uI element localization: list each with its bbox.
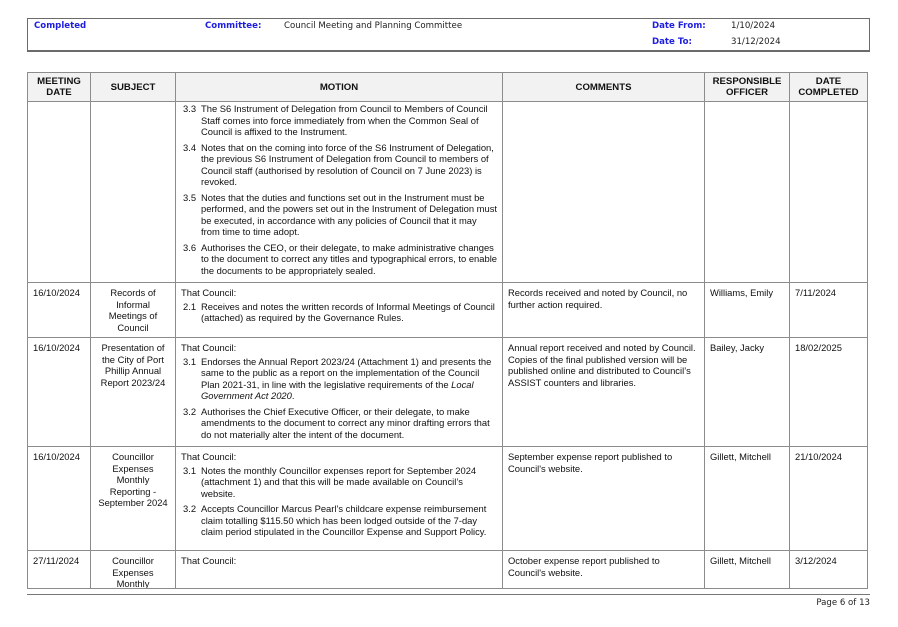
- motion-item: 3.2 Accepts Councillor Marcus Pearl’s childcare expense reimbursement claim totalling $115.50 which has been lodged outside of the 7-day claim period stipulated in the Councillor Expense and Support Policy.: [183, 503, 487, 537]
- motion-intro: That Council:: [181, 555, 237, 566]
- comments-cell: September expense report published to Council's website.: [503, 447, 705, 551]
- motion-item: 3.1 Notes the monthly Councillor expenses report for September 2024 (attachment 1) and that this will be made available on Council’s website.: [183, 464, 477, 499]
- motion-cell: [176, 102, 503, 283]
- col-header-meeting-date: MEETING DATE: [28, 73, 91, 102]
- comments-cell: Annual report received and noted by Council. Copies of the final published version will be published online and distributed to Council’s ASSIST counters and libraries.: [503, 338, 705, 447]
- motion-item: 2.1 Receives and notes the written records of Informal Meetings of Council (attached) as required by the Governance Rules.: [183, 300, 495, 323]
- page-number: Page 6 of 13: [816, 598, 870, 608]
- date-completed-cell: 7/11/2024: [790, 283, 868, 338]
- council-resolutions-table: [27, 72, 868, 589]
- subject-cell: Records of Informal Meetings of Council: [91, 283, 176, 338]
- table-row: [28, 551, 868, 589]
- motion-item: 3.3 The S6 Instrument of Delegation from Council to Members of Council Staff comes into force immediately from when the Common Seal of Council is affixed to the Instrument.: [183, 103, 488, 137]
- officer-cell: Williams, Emily: [705, 283, 790, 338]
- motion-intro: That Council:: [181, 287, 237, 298]
- table-row: [28, 102, 868, 283]
- motion-item: 3.5 Notes that the duties and functions set out in the Instrument must be performed, and the powers set out in the Instrument of Delegation must be executed, in accordance with any policies of Council that it may from time to time adopt.: [183, 191, 497, 237]
- motion-cell: [176, 447, 503, 551]
- meeting-date-cell: 16/10/2024: [28, 283, 91, 338]
- motion-item: 3.1 Endorses the Annual Report 2023/24 (Attachment 1) and presents the same to the public as a report on the implementation of the Council Plan 2021-31, in line with the legislative requirements of the Local Government Act 2020.: [183, 355, 492, 401]
- subject-cell: Presentation of the City of Port Phillip Annual Report 2023/24: [91, 338, 176, 447]
- meeting-date-cell: [28, 102, 91, 283]
- comments-cell: [503, 102, 705, 283]
- date-from-label: Date From:: [652, 21, 706, 31]
- motion-cell: [176, 338, 503, 447]
- footer-divider: [27, 594, 870, 595]
- date-completed-cell: 21/10/2024: [790, 447, 868, 551]
- motion-intro: That Council:: [181, 342, 237, 353]
- col-header-comments: COMMENTS: [503, 73, 705, 102]
- date-to-label: Date To:: [652, 37, 692, 47]
- motion-item: 3.2 Authorises the Chief Executive Officer, or their delegate, to make amendments to the document to correct any minor drafting errors that do not materially alter the intent of the document.: [183, 405, 490, 440]
- committee-label: Committee:: [205, 21, 262, 31]
- meeting-date-cell: 27/11/2024: [28, 551, 91, 589]
- motion-item: 3.4 Notes that on the coming into force of the S6 Instrument of Delegation, the previous S6 Instrument of Delegation from Council to members of Council staff (authorised by resolution of Council on 7 June 2023) is revoked.: [183, 141, 494, 187]
- motion-cell: [176, 283, 503, 338]
- report-filter-header: [27, 18, 870, 52]
- officer-cell: Gillett, Mitchell: [705, 447, 790, 551]
- act-title: Local Government Act 2020: [201, 378, 474, 401]
- officer-cell: [705, 102, 790, 283]
- date-completed-cell: 3/12/2024: [790, 551, 868, 589]
- table-row: [28, 338, 868, 447]
- col-header-responsible-officer: RESPONSIBLE OFFICER: [705, 73, 790, 102]
- subject-cell: Councillor Expenses Monthly Reporting - September 2024: [91, 447, 176, 551]
- committee-value: Council Meeting and Planning Committee: [284, 21, 463, 31]
- table-row: [28, 283, 868, 338]
- officer-cell: Bailey, Jacky: [705, 338, 790, 447]
- motion-item: 3.6 Authorises the CEO, or their delegate, to make administrative changes to the document to correct any titles and typographical errors, to enable the documents to be appropriately sealed.: [183, 241, 497, 276]
- col-header-subject: SUBJECT: [91, 73, 176, 102]
- comments-cell: October expense report published to Council's website.: [503, 551, 705, 589]
- date-to-value: 31/12/2024: [731, 37, 781, 47]
- motion-cell: [176, 551, 503, 589]
- officer-cell: Gillett, Mitchell: [705, 551, 790, 589]
- table-row: [28, 447, 868, 551]
- date-completed-cell: 18/02/2025: [790, 338, 868, 447]
- subject-cell: [91, 102, 176, 283]
- subject-cell: Councillor Expenses Monthly: [91, 551, 176, 589]
- motion-intro: That Council:: [181, 451, 237, 462]
- date-completed-cell: [790, 102, 868, 283]
- meeting-date-cell: 16/10/2024: [28, 338, 91, 447]
- status-label: Completed: [34, 21, 87, 31]
- col-header-date-completed: DATE COMPLETED: [790, 73, 868, 102]
- meeting-date-cell: 16/10/2024: [28, 447, 91, 551]
- comments-cell: Records received and noted by Council, no further action required.: [503, 283, 705, 338]
- date-from-value: 1/10/2024: [731, 21, 776, 31]
- table-header-row: [28, 73, 868, 102]
- col-header-motion: MOTION: [176, 73, 503, 102]
